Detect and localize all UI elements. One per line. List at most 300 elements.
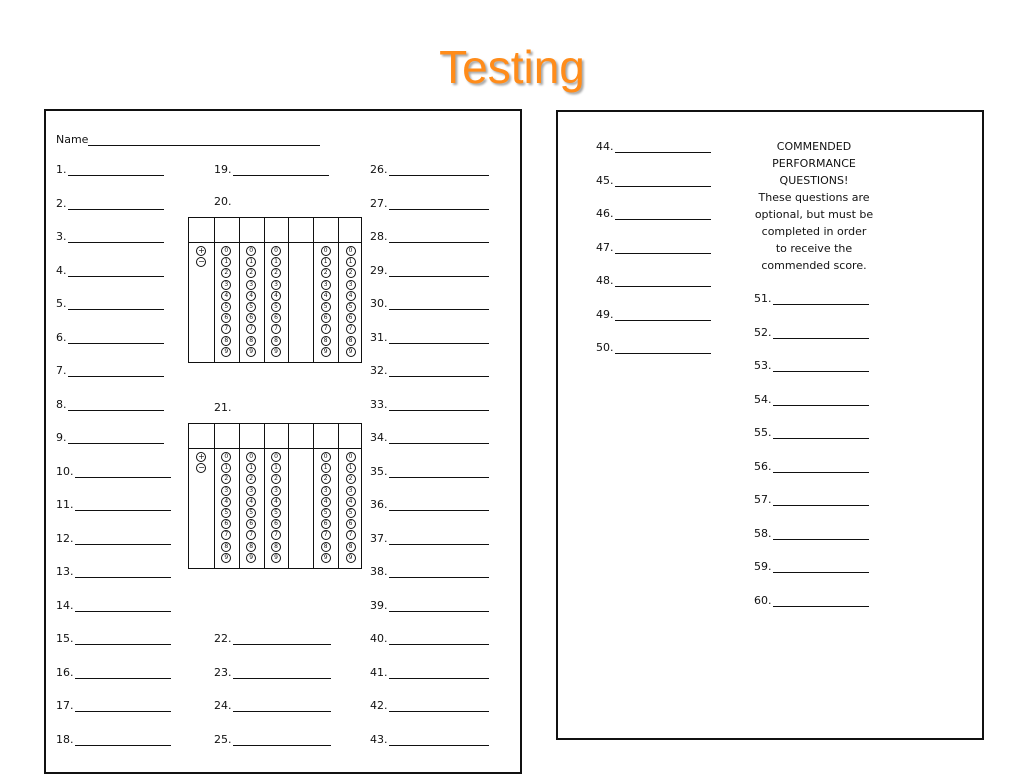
- answer-line[interactable]: [68, 232, 164, 243]
- answer-line[interactable]: [68, 400, 164, 411]
- answer-item-18[interactable]: [56, 733, 171, 746]
- grid-column-divider: [264, 424, 265, 568]
- question-number: 19.: [214, 163, 232, 176]
- answer-line[interactable]: [389, 735, 489, 746]
- digit-bubble[interactable]: 7: [246, 324, 256, 334]
- digit-bubble[interactable]: 8: [321, 336, 331, 346]
- answer-item-22[interactable]: [214, 632, 331, 645]
- digit-bubble[interactable]: 5: [271, 302, 281, 312]
- commended-text-line: to receive the: [775, 242, 853, 255]
- answer-item-49[interactable]: [596, 308, 711, 321]
- digit-bubble[interactable]: 7: [346, 324, 356, 334]
- digit-bubble[interactable]: 2: [246, 474, 256, 484]
- answer-line[interactable]: [389, 165, 489, 176]
- answer-item-51[interactable]: [754, 292, 869, 305]
- digit-bubble[interactable]: 8: [246, 542, 256, 552]
- answer-line[interactable]: [773, 361, 869, 372]
- answer-line[interactable]: [389, 299, 489, 310]
- question-number: 43.: [370, 732, 388, 746]
- question-number: 26.: [370, 163, 388, 176]
- question-number: 30.: [370, 297, 388, 310]
- grid-column-divider: [338, 218, 339, 362]
- sign-bubble[interactable]: −: [198, 257, 205, 266]
- answer-item-23[interactable]: [214, 666, 331, 679]
- digit-bubble[interactable]: 6: [221, 519, 231, 529]
- answer-item-3[interactable]: [56, 230, 164, 243]
- question-number: 17.: [56, 699, 74, 712]
- digit-bubble[interactable]: 7: [321, 530, 331, 540]
- answer-item-56[interactable]: [754, 460, 869, 473]
- question-number: 36.: [370, 498, 388, 511]
- question-number: 13.: [56, 565, 74, 578]
- question-number: 41.: [370, 665, 388, 679]
- question-number: 10.: [56, 464, 74, 478]
- griddable-answer-21[interactable]: [188, 423, 362, 569]
- digit-bubble[interactable]: 8: [271, 542, 281, 552]
- question-number: 38.: [370, 565, 388, 578]
- digit-bubble[interactable]: 2: [271, 474, 281, 484]
- answer-item-24[interactable]: [214, 699, 331, 712]
- digit-bubble[interactable]: 1: [246, 257, 256, 267]
- answer-line[interactable]: [233, 165, 329, 176]
- digit-bubble[interactable]: 8: [221, 542, 231, 552]
- answer-line[interactable]: [68, 299, 164, 310]
- answer-line[interactable]: [615, 276, 711, 287]
- sign-bubble[interactable]: −: [198, 463, 205, 472]
- digit-bubble[interactable]: 5: [321, 302, 331, 312]
- answer-line[interactable]: [389, 199, 489, 210]
- answer-line[interactable]: [389, 500, 489, 511]
- digit-bubble[interactable]: 4: [346, 497, 356, 507]
- question-number: 51.: [754, 292, 772, 305]
- answer-item-26[interactable]: [370, 163, 489, 176]
- digit-bubble[interactable]: 9: [346, 347, 356, 357]
- digit-bubble[interactable]: 3: [246, 280, 256, 290]
- digit-bubble[interactable]: 9: [246, 553, 256, 563]
- answer-item-46[interactable]: [596, 207, 711, 220]
- answer-line[interactable]: [773, 596, 869, 607]
- digit-bubble[interactable]: 1: [271, 463, 281, 473]
- answer-line[interactable]: [773, 395, 869, 406]
- question-number: 60.: [754, 593, 772, 607]
- answer-item-52[interactable]: [754, 326, 869, 339]
- digit-bubble[interactable]: 9: [221, 553, 231, 563]
- question-number: 34.: [370, 431, 388, 444]
- answer-item-60[interactable]: [754, 594, 869, 607]
- question-number: 40.: [370, 632, 388, 645]
- answer-line[interactable]: [75, 467, 171, 478]
- digit-bubble[interactable]: 2: [321, 474, 331, 484]
- digit-bubble[interactable]: 4: [346, 291, 356, 301]
- answer-line[interactable]: [773, 529, 869, 540]
- digit-bubble[interactable]: 3: [346, 486, 356, 496]
- digit-bubble[interactable]: 2: [271, 268, 281, 278]
- sign-bubble[interactable]: +: [198, 246, 205, 255]
- digit-bubble[interactable]: 2: [346, 474, 356, 484]
- digit-bubble[interactable]: 4: [321, 291, 331, 301]
- digit-bubble[interactable]: 8: [271, 336, 281, 346]
- question-number: 24.: [214, 699, 232, 712]
- digit-bubble[interactable]: 1: [246, 463, 256, 473]
- digit-bubble[interactable]: 7: [271, 324, 281, 334]
- question-number: 11.: [56, 498, 74, 511]
- digit-bubble[interactable]: 5: [221, 302, 231, 312]
- digit-bubble[interactable]: 9: [271, 347, 281, 357]
- answer-item-39[interactable]: [370, 599, 489, 612]
- digit-bubble[interactable]: 0: [246, 246, 256, 256]
- sign-bubble[interactable]: +: [198, 452, 205, 461]
- answer-item-45[interactable]: [596, 174, 711, 187]
- digit-bubble[interactable]: 7: [271, 530, 281, 540]
- answer-item-37[interactable]: [370, 532, 489, 545]
- digit-bubble[interactable]: 9: [246, 347, 256, 357]
- digit-bubble[interactable]: 6: [346, 313, 356, 323]
- grid-21-label: 21.: [214, 401, 232, 414]
- answer-item-19[interactable]: [214, 163, 329, 176]
- question-number: 35.: [370, 464, 388, 478]
- question-number: 59.: [754, 560, 772, 573]
- answer-item-44[interactable]: [596, 140, 711, 153]
- answer-line[interactable]: [75, 701, 171, 712]
- digit-bubble[interactable]: 0: [321, 452, 331, 462]
- digit-bubble[interactable]: 5: [321, 508, 331, 518]
- answer-item-15[interactable]: [56, 632, 171, 645]
- answer-line[interactable]: [615, 176, 711, 187]
- grid-column-divider: [239, 424, 240, 568]
- answer-line[interactable]: [773, 328, 869, 339]
- answer-line[interactable]: [389, 366, 489, 377]
- commended-text-line: optional, but must be: [754, 208, 874, 221]
- digit-bubble[interactable]: 3: [346, 280, 356, 290]
- question-number: 58.: [754, 526, 772, 540]
- question-number: 27.: [370, 196, 388, 210]
- question-number: 23.: [214, 665, 232, 679]
- question-number: 44.: [596, 140, 614, 153]
- answer-line[interactable]: [68, 266, 164, 277]
- answer-item-29[interactable]: [370, 264, 489, 277]
- digit-bubble[interactable]: 1: [221, 463, 231, 473]
- digit-bubble[interactable]: 1: [321, 463, 331, 473]
- question-number: 25.: [214, 732, 232, 746]
- digit-bubble[interactable]: 3: [271, 280, 281, 290]
- answer-line[interactable]: [389, 266, 489, 277]
- digit-bubble[interactable]: 7: [321, 324, 331, 334]
- digit-bubble[interactable]: 9: [221, 347, 231, 357]
- answer-item-58[interactable]: [754, 527, 869, 540]
- answer-item-43[interactable]: [370, 733, 489, 746]
- question-number: 42.: [370, 699, 388, 712]
- answer-line[interactable]: [389, 634, 489, 645]
- griddable-answer-20[interactable]: [188, 217, 362, 363]
- question-number: 52.: [754, 325, 772, 339]
- grid-20-label: 20.: [214, 195, 232, 208]
- question-number: 9.: [56, 431, 67, 444]
- answer-sheet-left: [44, 109, 522, 774]
- digit-bubble[interactable]: 0: [346, 452, 356, 462]
- question-number: 32.: [370, 364, 388, 377]
- answer-line[interactable]: [68, 165, 164, 176]
- digit-bubble[interactable]: 0: [321, 246, 331, 256]
- answer-item-5[interactable]: [56, 297, 164, 310]
- question-number: 8.: [56, 397, 67, 411]
- digit-bubble[interactable]: 7: [221, 324, 231, 334]
- digit-bubble[interactable]: 3: [246, 486, 256, 496]
- answer-line[interactable]: [389, 433, 489, 444]
- digit-bubble[interactable]: 2: [321, 268, 331, 278]
- question-number: 53.: [754, 359, 772, 372]
- answer-line[interactable]: [773, 294, 869, 305]
- answer-item-34[interactable]: [370, 431, 489, 444]
- answer-line[interactable]: [389, 701, 489, 712]
- answer-line[interactable]: [68, 366, 164, 377]
- answer-item-10[interactable]: [56, 465, 171, 478]
- digit-bubble[interactable]: 5: [346, 302, 356, 312]
- answer-item-17[interactable]: [56, 699, 171, 712]
- digit-bubble[interactable]: 9: [321, 553, 331, 563]
- answer-line[interactable]: [615, 209, 711, 220]
- answer-line[interactable]: [68, 199, 164, 210]
- digit-bubble[interactable]: 3: [321, 280, 331, 290]
- question-number: 49.: [596, 307, 614, 321]
- answer-line[interactable]: [233, 701, 331, 712]
- digit-bubble[interactable]: 7: [246, 530, 256, 540]
- digit-bubble[interactable]: 8: [246, 336, 256, 346]
- question-number: 48.: [596, 274, 614, 287]
- digit-bubble[interactable]: 4: [221, 291, 231, 301]
- question-number: 22.: [214, 632, 232, 645]
- answer-item-1[interactable]: [56, 163, 164, 176]
- answer-item-54[interactable]: [754, 393, 869, 406]
- answer-line[interactable]: [389, 534, 489, 545]
- name-line[interactable]: [88, 135, 320, 146]
- answer-line[interactable]: [615, 243, 711, 254]
- digit-bubble[interactable]: 0: [346, 246, 356, 256]
- answer-item-41[interactable]: [370, 666, 489, 679]
- digit-bubble[interactable]: 0: [271, 452, 281, 462]
- answer-item-11[interactable]: [56, 498, 171, 511]
- question-number: 2.: [56, 196, 67, 210]
- digit-bubble[interactable]: 4: [221, 497, 231, 507]
- answer-line[interactable]: [75, 567, 171, 578]
- answer-item-38[interactable]: [370, 565, 489, 578]
- answer-line[interactable]: [68, 333, 164, 344]
- digit-bubble[interactable]: 1: [346, 257, 356, 267]
- digit-bubble[interactable]: 1: [221, 257, 231, 267]
- answer-line[interactable]: [615, 310, 711, 321]
- answer-item-48[interactable]: [596, 274, 711, 287]
- question-number: 33.: [370, 397, 388, 411]
- question-number: 16.: [56, 665, 74, 679]
- answer-item-4[interactable]: [56, 264, 164, 277]
- digit-bubble[interactable]: 9: [346, 553, 356, 563]
- question-number: 47.: [596, 240, 614, 254]
- answer-item-25[interactable]: [214, 733, 331, 746]
- digit-bubble[interactable]: 3: [221, 280, 231, 290]
- grid-column-divider: [264, 218, 265, 362]
- digit-bubble[interactable]: 9: [271, 553, 281, 563]
- answer-sheet-right: [556, 110, 984, 740]
- answer-line[interactable]: [773, 428, 869, 439]
- digit-bubble[interactable]: 1: [321, 257, 331, 267]
- digit-bubble[interactable]: 6: [246, 519, 256, 529]
- digit-bubble[interactable]: 7: [346, 530, 356, 540]
- answer-line[interactable]: [389, 400, 489, 411]
- answer-item-14[interactable]: [56, 599, 171, 612]
- digit-bubble[interactable]: 6: [271, 313, 281, 323]
- digit-bubble[interactable]: 8: [346, 336, 356, 346]
- digit-bubble[interactable]: 3: [271, 486, 281, 496]
- answer-item-32[interactable]: [370, 364, 489, 377]
- question-number: 39.: [370, 598, 388, 612]
- question-number: 31.: [370, 330, 388, 344]
- answer-line[interactable]: [389, 567, 489, 578]
- digit-bubble[interactable]: 3: [221, 486, 231, 496]
- digit-bubble[interactable]: 0: [221, 246, 231, 256]
- answer-item-57[interactable]: [754, 493, 869, 506]
- question-number: 57.: [754, 493, 772, 506]
- digit-bubble[interactable]: 6: [271, 519, 281, 529]
- digit-bubble[interactable]: 2: [246, 268, 256, 278]
- question-number: 29.: [370, 263, 388, 277]
- answer-line[interactable]: [773, 462, 869, 473]
- answer-item-35[interactable]: [370, 465, 489, 478]
- grid-column-divider: [214, 424, 215, 568]
- question-number: 5.: [56, 297, 67, 310]
- digit-bubble[interactable]: 4: [246, 291, 256, 301]
- question-number: 54.: [754, 392, 772, 406]
- answer-line[interactable]: [75, 634, 171, 645]
- digit-bubble[interactable]: 8: [346, 542, 356, 552]
- question-number: 18.: [56, 732, 74, 746]
- answer-item-36[interactable]: [370, 498, 489, 511]
- answer-item-40[interactable]: [370, 632, 489, 645]
- digit-bubble[interactable]: 2: [221, 268, 231, 278]
- answer-line[interactable]: [773, 495, 869, 506]
- answer-item-33[interactable]: [370, 398, 489, 411]
- answer-line[interactable]: [773, 562, 869, 573]
- question-number: 37.: [370, 531, 388, 545]
- answer-item-2[interactable]: [56, 197, 164, 210]
- question-number: 56.: [754, 459, 772, 473]
- digit-bubble[interactable]: 4: [271, 291, 281, 301]
- name-field[interactable]: [56, 133, 320, 146]
- answer-item-12[interactable]: [56, 532, 171, 545]
- digit-bubble[interactable]: 6: [321, 519, 331, 529]
- answer-line[interactable]: [233, 634, 331, 645]
- answer-line[interactable]: [615, 142, 711, 153]
- digit-bubble[interactable]: 2: [346, 268, 356, 278]
- answer-item-59[interactable]: [754, 560, 869, 573]
- digit-bubble[interactable]: 5: [221, 508, 231, 518]
- answer-item-27[interactable]: [370, 197, 489, 210]
- digit-bubble[interactable]: 8: [221, 336, 231, 346]
- question-number: 4.: [56, 263, 67, 277]
- answer-item-13[interactable]: [56, 565, 171, 578]
- digit-bubble[interactable]: 0: [246, 452, 256, 462]
- answer-item-50[interactable]: [596, 341, 711, 354]
- question-number: 6.: [56, 330, 67, 344]
- answer-item-31[interactable]: [370, 331, 489, 344]
- grid-column-divider: [338, 424, 339, 568]
- commended-instructions: [744, 138, 884, 274]
- digit-bubble[interactable]: 2: [221, 474, 231, 484]
- answer-item-28[interactable]: [370, 230, 489, 243]
- digit-bubble[interactable]: 5: [246, 508, 256, 518]
- answer-line[interactable]: [389, 467, 489, 478]
- question-number: 45.: [596, 173, 614, 187]
- digit-bubble[interactable]: 6: [346, 519, 356, 529]
- commended-text-line: QUESTIONS!: [779, 174, 849, 187]
- answer-item-9[interactable]: [56, 431, 164, 444]
- answer-item-42[interactable]: [370, 699, 489, 712]
- grid-column-divider: [288, 424, 289, 568]
- grid-column-divider: [239, 218, 240, 362]
- question-number: 7.: [56, 364, 67, 377]
- digit-bubble[interactable]: 8: [321, 542, 331, 552]
- answer-item-8[interactable]: [56, 398, 164, 411]
- digit-bubble[interactable]: 0: [221, 452, 231, 462]
- answer-line[interactable]: [389, 601, 489, 612]
- question-number: 14.: [56, 598, 74, 612]
- digit-bubble[interactable]: 4: [321, 497, 331, 507]
- answer-item-7[interactable]: [56, 364, 164, 377]
- digit-bubble[interactable]: 6: [221, 313, 231, 323]
- answer-line[interactable]: [75, 534, 171, 545]
- digit-bubble[interactable]: 0: [271, 246, 281, 256]
- answer-item-6[interactable]: [56, 331, 164, 344]
- digit-bubble[interactable]: 5: [246, 302, 256, 312]
- slide-title: Testing: [439, 41, 585, 93]
- answer-line[interactable]: [389, 232, 489, 243]
- digit-bubble[interactable]: 5: [271, 508, 281, 518]
- answer-line[interactable]: [389, 333, 489, 344]
- answer-item-53[interactable]: [754, 359, 869, 372]
- commended-text-line: completed in order: [761, 225, 867, 238]
- digit-bubble[interactable]: 6: [246, 313, 256, 323]
- answer-item-55[interactable]: [754, 426, 869, 439]
- digit-bubble[interactable]: 6: [321, 313, 331, 323]
- answer-item-30[interactable]: [370, 297, 489, 310]
- digit-bubble[interactable]: 4: [246, 497, 256, 507]
- digit-bubble[interactable]: 5: [346, 508, 356, 518]
- answer-line[interactable]: [75, 601, 171, 612]
- answer-line[interactable]: [615, 343, 711, 354]
- digit-bubble[interactable]: 4: [271, 497, 281, 507]
- digit-bubble[interactable]: 7: [221, 530, 231, 540]
- commended-text-line: commended score.: [761, 259, 867, 272]
- question-number: 28.: [370, 230, 388, 243]
- answer-line[interactable]: [389, 668, 489, 679]
- answer-line[interactable]: [233, 735, 331, 746]
- name-label: Name: [56, 133, 89, 146]
- answer-line[interactable]: [233, 668, 331, 679]
- answer-line[interactable]: [75, 735, 171, 746]
- question-number: 55.: [754, 426, 772, 439]
- digit-bubble[interactable]: 9: [321, 347, 331, 357]
- digit-bubble[interactable]: 3: [321, 486, 331, 496]
- digit-bubble[interactable]: 1: [346, 463, 356, 473]
- answer-line[interactable]: [68, 433, 164, 444]
- digit-bubble[interactable]: 1: [271, 257, 281, 267]
- grid-column-divider: [288, 218, 289, 362]
- answer-line[interactable]: [75, 668, 171, 679]
- answer-line[interactable]: [75, 500, 171, 511]
- question-number: 1.: [56, 163, 67, 176]
- question-number: 15.: [56, 632, 74, 645]
- question-number: 3.: [56, 230, 67, 243]
- answer-item-16[interactable]: [56, 666, 171, 679]
- answer-item-47[interactable]: [596, 241, 711, 254]
